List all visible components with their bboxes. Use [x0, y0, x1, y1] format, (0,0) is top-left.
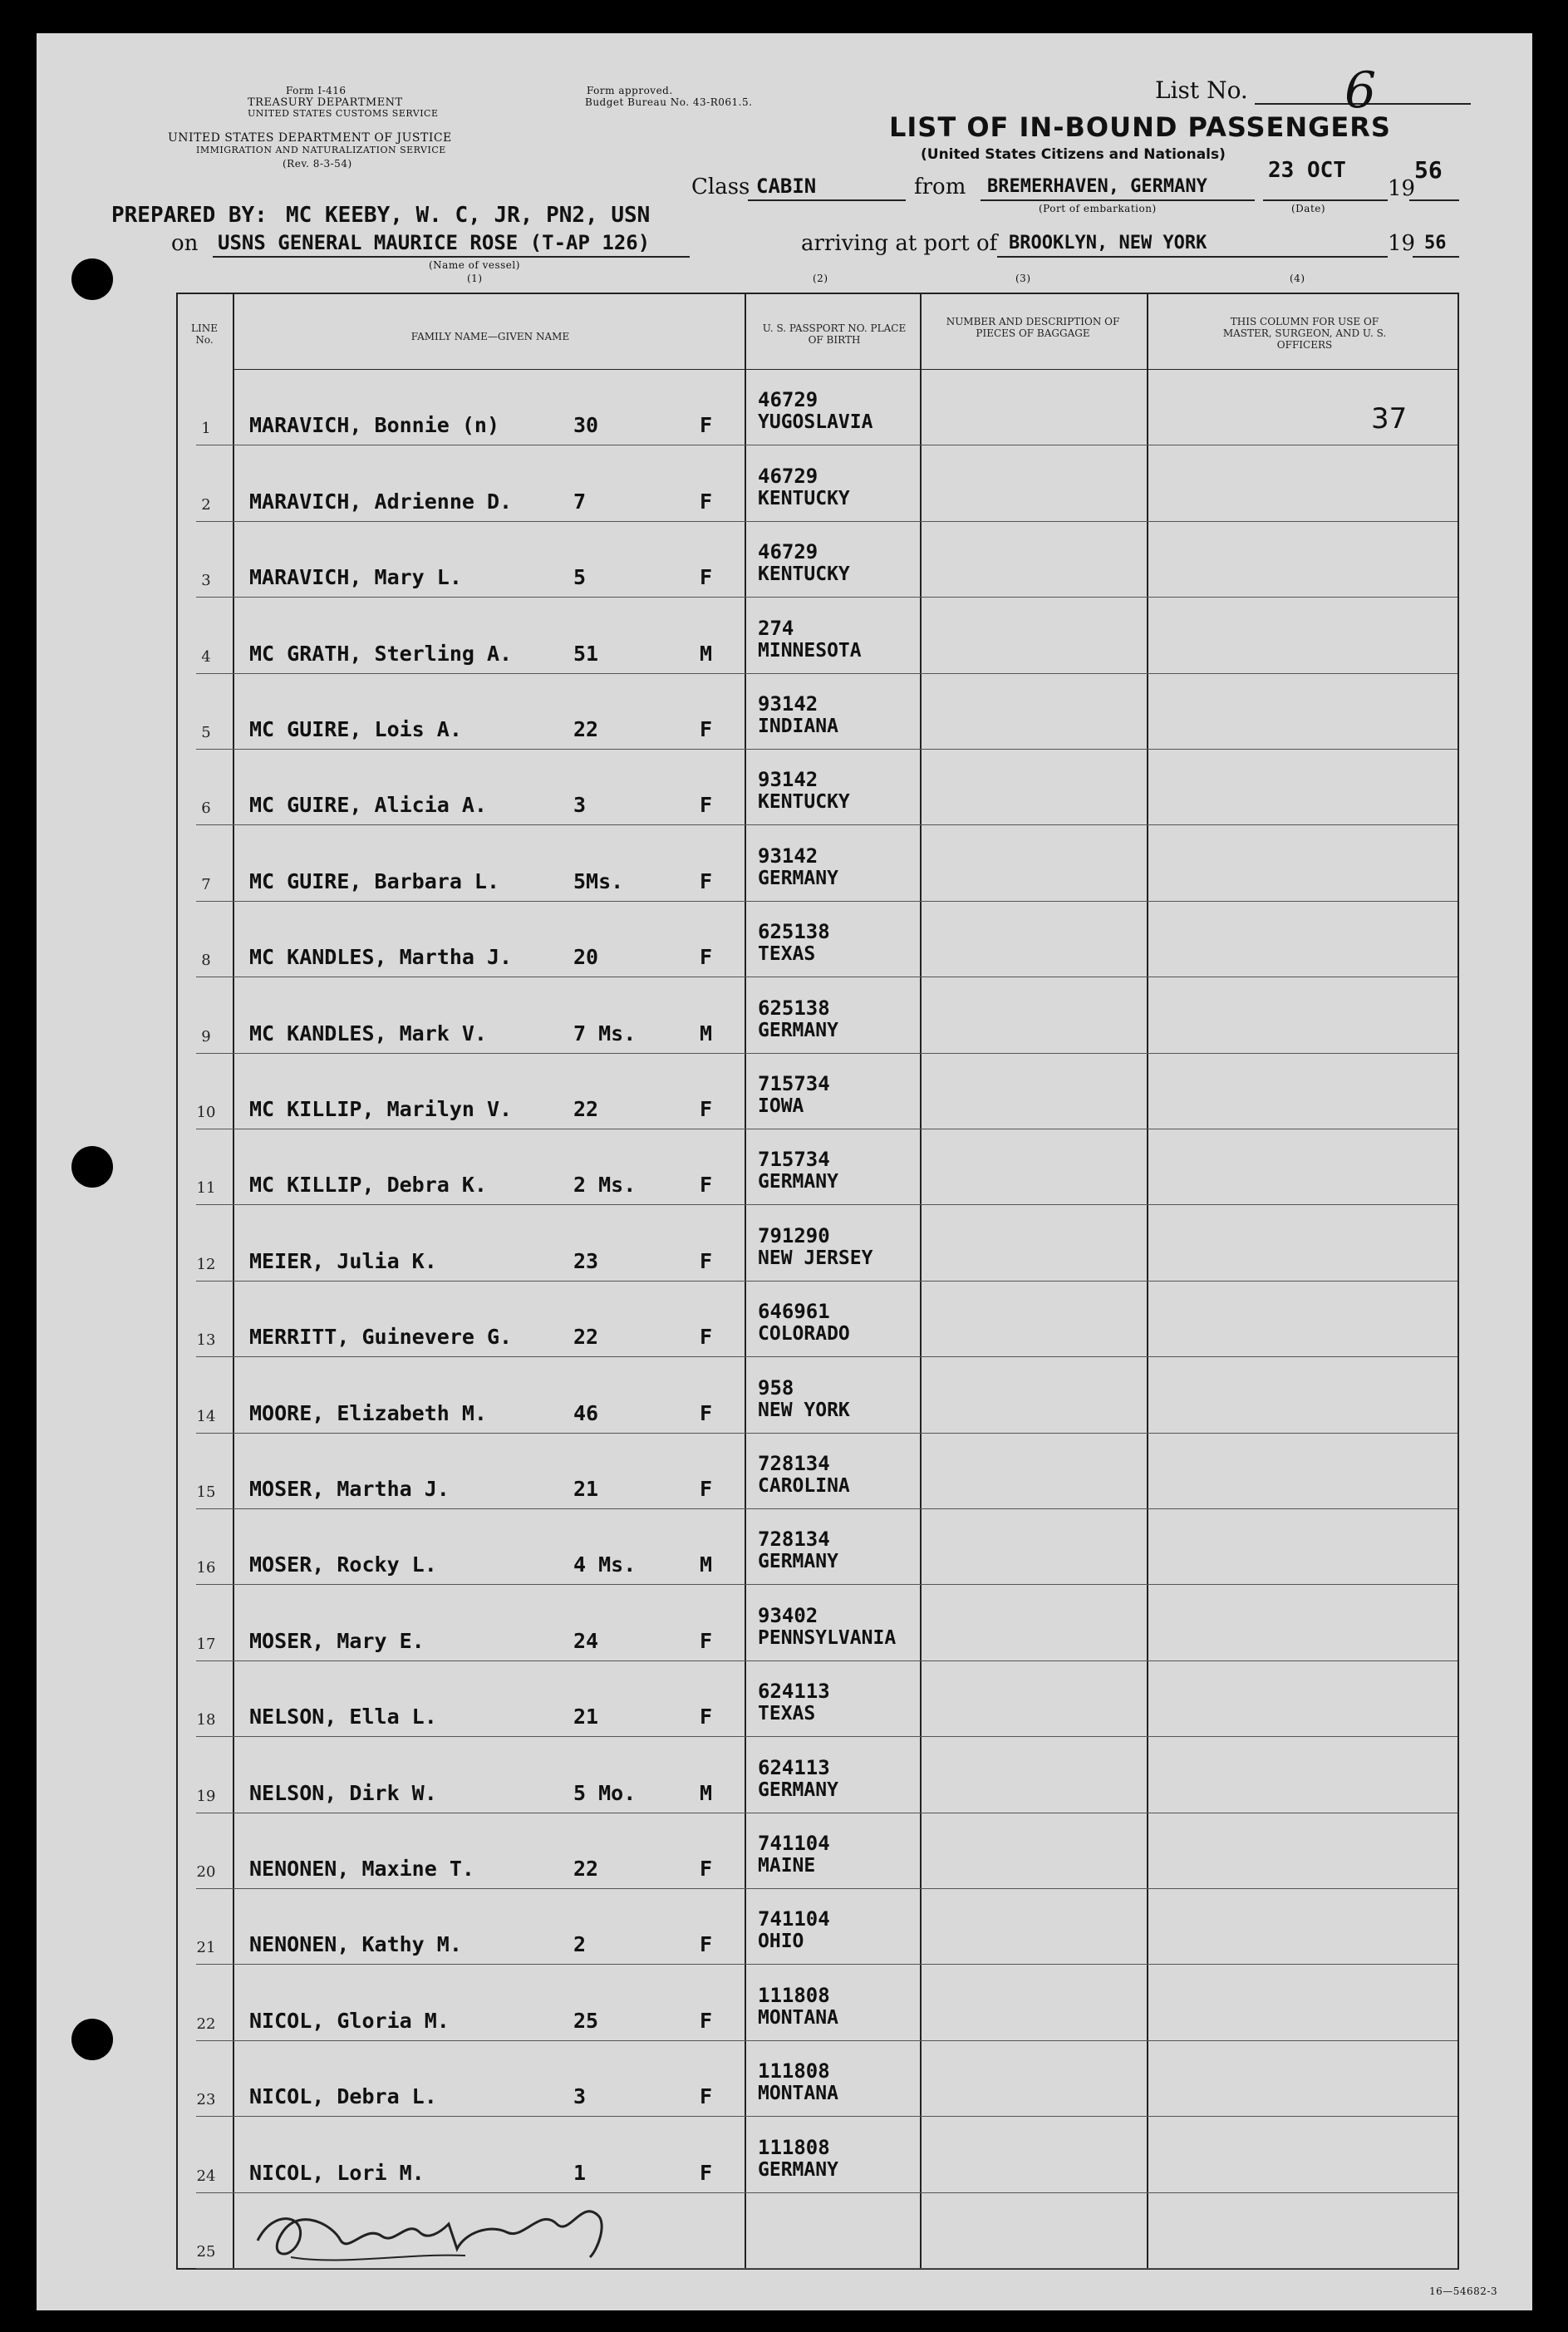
passenger-sex: F: [700, 413, 713, 438]
passenger-age: 3: [573, 793, 587, 818]
row-divider: [196, 2040, 1457, 2041]
passenger-age: 22: [573, 1325, 599, 1350]
passport-number: 715734: [758, 1072, 830, 1095]
place-of-birth: MONTANA: [758, 2006, 838, 2029]
passenger-name: MOSER, Mary E.: [249, 1628, 425, 1653]
line-number: 4: [201, 647, 211, 666]
passenger-age: 1: [573, 2160, 587, 2185]
list-no-label: List No.: [1155, 76, 1248, 104]
header-line-no: LINE No.: [191, 322, 218, 346]
row-divider: [196, 597, 1457, 598]
passenger-name: NICOL, Lori M.: [249, 2160, 425, 2185]
passport-number: 46729: [758, 540, 818, 564]
header-name: FAMILY NAME—GIVEN NAME: [410, 331, 570, 342]
line-number: 1: [201, 420, 211, 438]
row-divider: [196, 1433, 1457, 1434]
passenger-age: 22: [573, 1857, 599, 1881]
col-num-1: (1): [467, 273, 483, 284]
place-of-birth: MINNESOTA: [758, 639, 862, 662]
header-passport: U. S. PASSPORT NO. PLACE OF BIRTH: [762, 322, 907, 346]
passenger-name: MC GRATH, Sterling A.: [249, 641, 513, 666]
row-divider: [196, 521, 1457, 522]
class-label: Class: [691, 175, 750, 199]
arrival-underline: [997, 256, 1388, 258]
line-number: 18: [196, 1711, 216, 1729]
passenger-sex: F: [700, 2008, 713, 2033]
place-of-birth: PENNSYLVANIA: [758, 1626, 897, 1649]
passenger-name: MC KILLIP, Debra K.: [249, 1173, 487, 1198]
passenger-sex: F: [700, 2084, 713, 2109]
place-of-birth: IOWA: [758, 1095, 804, 1117]
passport-number: 93142: [758, 692, 818, 716]
passenger-age: 7 Ms.: [573, 1021, 637, 1045]
passenger-sex: M: [700, 1552, 713, 1577]
passenger-sex: F: [700, 1628, 713, 1653]
row-divider: [196, 1053, 1457, 1054]
passenger-sex: F: [700, 1400, 713, 1425]
row-divider: [196, 2116, 1457, 2117]
passport-number: 46729: [758, 464, 818, 488]
col-num-4: (4): [1290, 273, 1305, 284]
row-divider: [196, 1508, 1457, 1509]
passport-number: 741104: [758, 1907, 830, 1931]
passenger-age: 7: [573, 489, 587, 514]
place-of-birth: KENTUCKY: [758, 791, 850, 814]
vessel-name: USNS GENERAL MAURICE ROSE (T-AP 126): [218, 231, 651, 254]
list-no-value: 6: [1344, 61, 1377, 120]
passenger-name: MARAVICH, Adrienne D.: [249, 489, 513, 514]
signature: [241, 2174, 640, 2274]
line-number: 16: [196, 1559, 216, 1577]
passenger-name: MC KANDLES, Martha J.: [249, 945, 513, 970]
passenger-name: MERRITT, Guinevere G.: [249, 1325, 513, 1350]
on-label: on: [171, 231, 199, 256]
passenger-sex: F: [700, 1248, 713, 1273]
document-subtitle: (United States Citizens and Nationals): [921, 146, 1226, 163]
line-number: 9: [201, 1027, 211, 1045]
passport-number: 93142: [758, 768, 818, 792]
class-value: CABIN: [756, 175, 817, 198]
port-embarkation-label: (Port of embarkation): [1039, 203, 1157, 214]
line-number: 12: [196, 1255, 216, 1273]
punch-hole-middle: [71, 1146, 113, 1188]
passenger-name: MOSER, Martha J.: [249, 1477, 450, 1501]
passport-number: 791290: [758, 1223, 830, 1247]
passport-number: 624113: [758, 1680, 830, 1704]
row-divider: [196, 1204, 1457, 1205]
passenger-age: 46: [573, 1400, 599, 1425]
passport-number: 624113: [758, 1755, 830, 1779]
place-of-birth: NEW YORK: [758, 1399, 850, 1421]
line-number: 2: [201, 495, 211, 514]
row-divider: [196, 1356, 1457, 1357]
passport-number: 111808: [758, 1983, 830, 2007]
row-divider: [196, 901, 1457, 902]
line-number: 13: [196, 1331, 216, 1350]
header-officers: THIS COLUMN FOR USE OF MASTER, SURGEON, AND U. S. OFFICERS: [1222, 316, 1387, 351]
passenger-name: NELSON, Dirk W.: [249, 1780, 437, 1805]
passport-number: 93142: [758, 844, 818, 868]
date-label: (Date): [1291, 203, 1326, 214]
year-underline: [1409, 199, 1459, 201]
vessel-underline: [213, 256, 690, 258]
passenger-age: 30: [573, 413, 599, 438]
passenger-name: MC GUIRE, Barbara L.: [249, 868, 500, 893]
passenger-age: 5 Mo.: [573, 1780, 637, 1805]
year-prefix: 19: [1388, 176, 1416, 201]
place-of-birth: KENTUCKY: [758, 563, 850, 586]
passport-number: 111808: [758, 2059, 830, 2084]
table-right-border: [1457, 293, 1459, 2270]
passenger-name: MC KILLIP, Marilyn V.: [249, 1097, 513, 1121]
passport-number: 274: [758, 616, 794, 640]
passport-number: 741104: [758, 1832, 830, 1855]
passenger-name: MC GUIRE, Alicia A.: [249, 793, 487, 818]
passenger-age: 51: [573, 641, 599, 666]
treasury-dept: TREASURY DEPARTMENT: [248, 96, 403, 109]
class-underline: [748, 199, 906, 201]
passenger-sex: F: [700, 1325, 713, 1350]
from-underline: [981, 199, 1255, 201]
row-divider: [196, 1281, 1457, 1282]
line-number: 17: [196, 1635, 216, 1653]
passenger-sex: M: [700, 641, 713, 666]
punch-hole-top: [71, 258, 113, 300]
passenger-sex: M: [700, 1780, 713, 1805]
line-number: 14: [196, 1407, 216, 1425]
passenger-age: 5: [573, 565, 587, 590]
passenger-sex: F: [700, 489, 713, 514]
passport-number: 715734: [758, 1148, 830, 1172]
passport-number: 728134: [758, 1528, 830, 1552]
document-title: LIST OF IN-BOUND PASSENGERS: [889, 111, 1391, 143]
passenger-age: 3: [573, 2084, 587, 2109]
vessel-label: (Name of vessel): [429, 259, 520, 271]
line-number: 20: [196, 1863, 216, 1881]
arriving-label: arriving at port of: [801, 231, 998, 256]
row-divider: [196, 749, 1457, 750]
date-value: 23 OCT: [1268, 158, 1346, 183]
passenger-name: MARAVICH, Mary L.: [249, 565, 462, 590]
place-of-birth: CAROLINA: [758, 1475, 850, 1497]
place-of-birth: GERMANY: [758, 1779, 838, 1801]
place-of-birth: NEW JERSEY: [758, 1247, 873, 1269]
form-number: Form I-416: [286, 85, 347, 96]
passenger-name: NICOL, Debra L.: [249, 2084, 437, 2109]
row-divider: [196, 673, 1457, 674]
row-divider: [196, 1888, 1457, 1889]
passenger-name: NELSON, Ella L.: [249, 1705, 437, 1729]
passport-number: 728134: [758, 1452, 830, 1475]
row-divider: [196, 1736, 1457, 1737]
passenger-age: 23: [573, 1248, 599, 1273]
footer-code: 16—54682-3: [1429, 2285, 1498, 2297]
passenger-sex: F: [700, 868, 713, 893]
from-label: from: [914, 175, 966, 199]
place-of-birth: GERMANY: [758, 1551, 838, 1573]
passenger-sex: F: [700, 1097, 713, 1121]
row-divider: [196, 1964, 1457, 1965]
passenger-age: 20: [573, 945, 599, 970]
place-of-birth: GERMANY: [758, 867, 838, 889]
passenger-sex: F: [700, 1477, 713, 1501]
line-number: 8: [201, 952, 211, 970]
passenger-age: 25: [573, 2008, 599, 2033]
passenger-sex: F: [700, 1173, 713, 1198]
place-of-birth: GERMANY: [758, 1171, 838, 1193]
passenger-age: 5Ms.: [573, 868, 624, 893]
arrival-year-underline: [1413, 256, 1459, 258]
revision-date: (Rev. 8-3-54): [283, 158, 352, 170]
prepared-by-value: MC KEEBY, W. C, JR, PN2, USN: [286, 203, 651, 228]
passenger-sex: F: [700, 1857, 713, 1881]
line-number: 11: [196, 1179, 216, 1198]
place-of-birth: KENTUCKY: [758, 487, 850, 509]
line-number: 22: [196, 2015, 216, 2033]
arrival-year: 56: [1424, 233, 1447, 253]
passenger-sex: F: [700, 1932, 713, 1957]
passport-number: 646961: [758, 1300, 830, 1324]
table-top-border: [176, 293, 1459, 294]
place-of-birth: OHIO: [758, 1931, 804, 1953]
from-value: BREMERHAVEN, GERMANY: [987, 176, 1207, 197]
year-value: 56: [1414, 156, 1443, 184]
passenger-sex: F: [700, 717, 713, 741]
passenger-name: MOSER, Rocky L.: [249, 1552, 437, 1577]
place-of-birth: GERMANY: [758, 2158, 838, 2181]
passenger-age: 4 Ms.: [573, 1552, 637, 1577]
passport-number: 958: [758, 1375, 794, 1400]
passport-number: 111808: [758, 2135, 830, 2159]
header-bottom-line: [233, 369, 1457, 370]
passenger-name: MC KANDLES, Mark V.: [249, 1021, 487, 1045]
line-number: 10: [196, 1104, 216, 1121]
table-left-border: [176, 293, 178, 2270]
passenger-sex: F: [700, 1705, 713, 1729]
budget-bureau: Budget Bureau No. 43-R061.5.: [585, 96, 753, 108]
passenger-sex: F: [700, 565, 713, 590]
place-of-birth: GERMANY: [758, 1019, 838, 1041]
line-number: 15: [196, 1483, 216, 1501]
line-number: 23: [196, 2091, 216, 2109]
line-number: 19: [196, 1787, 216, 1805]
passenger-name: MEIER, Julia K.: [249, 1248, 437, 1273]
col-num-2: (2): [813, 273, 828, 284]
date-underline: [1263, 199, 1388, 201]
place-of-birth: YUGOSLAVIA: [758, 411, 873, 434]
passenger-name: MOORE, Elizabeth M.: [249, 1400, 487, 1425]
line-number: 7: [201, 875, 211, 893]
passenger-name: NENONEN, Kathy M.: [249, 1932, 462, 1957]
passenger-sex: F: [700, 945, 713, 970]
arrival-year-prefix: 19: [1388, 231, 1416, 256]
line-number: 5: [201, 724, 211, 741]
place-of-birth: INDIANA: [758, 716, 838, 737]
place-of-birth: MONTANA: [758, 2083, 838, 2105]
passport-number: 625138: [758, 996, 830, 1020]
passenger-age: 22: [573, 717, 599, 741]
officer-note: 37: [1371, 402, 1408, 435]
passenger-age: 24: [573, 1628, 599, 1653]
col-num-3: (3): [1015, 273, 1031, 284]
passenger-age: 21: [573, 1705, 599, 1729]
passenger-sex: F: [700, 2160, 713, 2185]
row-divider: [196, 824, 1457, 825]
line-number: 21: [196, 1939, 216, 1957]
passenger-age: 21: [573, 1477, 599, 1501]
line-number: 6: [201, 799, 211, 818]
passenger-sex: M: [700, 1021, 713, 1045]
passenger-name: NICOL, Gloria M.: [249, 2008, 450, 2033]
justice-dept: UNITED STATES DEPARTMENT OF JUSTICE: [168, 131, 452, 145]
row-divider: [196, 1660, 1457, 1661]
passport-number: 625138: [758, 920, 830, 944]
row-divider: [196, 1584, 1457, 1585]
arrival-port: BROOKLYN, NEW YORK: [1009, 233, 1207, 253]
passenger-name: MARAVICH, Bonnie (n): [249, 413, 500, 438]
passenger-age: 2 Ms.: [573, 1173, 637, 1198]
passenger-age: 2: [573, 1932, 587, 1957]
passenger-name: MC GUIRE, Lois A.: [249, 717, 462, 741]
line-number: 3: [201, 572, 211, 590]
passenger-name: NENONEN, Maxine T.: [249, 1857, 474, 1881]
place-of-birth: TEXAS: [758, 1703, 816, 1725]
passenger-age: 22: [573, 1097, 599, 1121]
header-baggage: NUMBER AND DESCRIPTION OF PIECES OF BAGGAGE: [946, 316, 1120, 339]
form-approved: Form approved.: [587, 85, 673, 96]
place-of-birth: MAINE: [758, 1855, 816, 1877]
passenger-sex: F: [700, 793, 713, 818]
customs-service: UNITED STATES CUSTOMS SERVICE: [248, 108, 439, 119]
prepared-by-label: PREPARED BY:: [111, 203, 268, 228]
line-number: 24: [196, 2167, 216, 2185]
passport-number: 93402: [758, 1603, 818, 1627]
line-number: 25: [196, 2243, 216, 2261]
punch-hole-bottom: [71, 2019, 113, 2060]
passport-number: 46729: [758, 388, 818, 412]
ins-service: IMMIGRATION AND NATURALIZATION SERVICE: [196, 145, 446, 155]
place-of-birth: TEXAS: [758, 943, 816, 966]
place-of-birth: COLORADO: [758, 1323, 850, 1346]
